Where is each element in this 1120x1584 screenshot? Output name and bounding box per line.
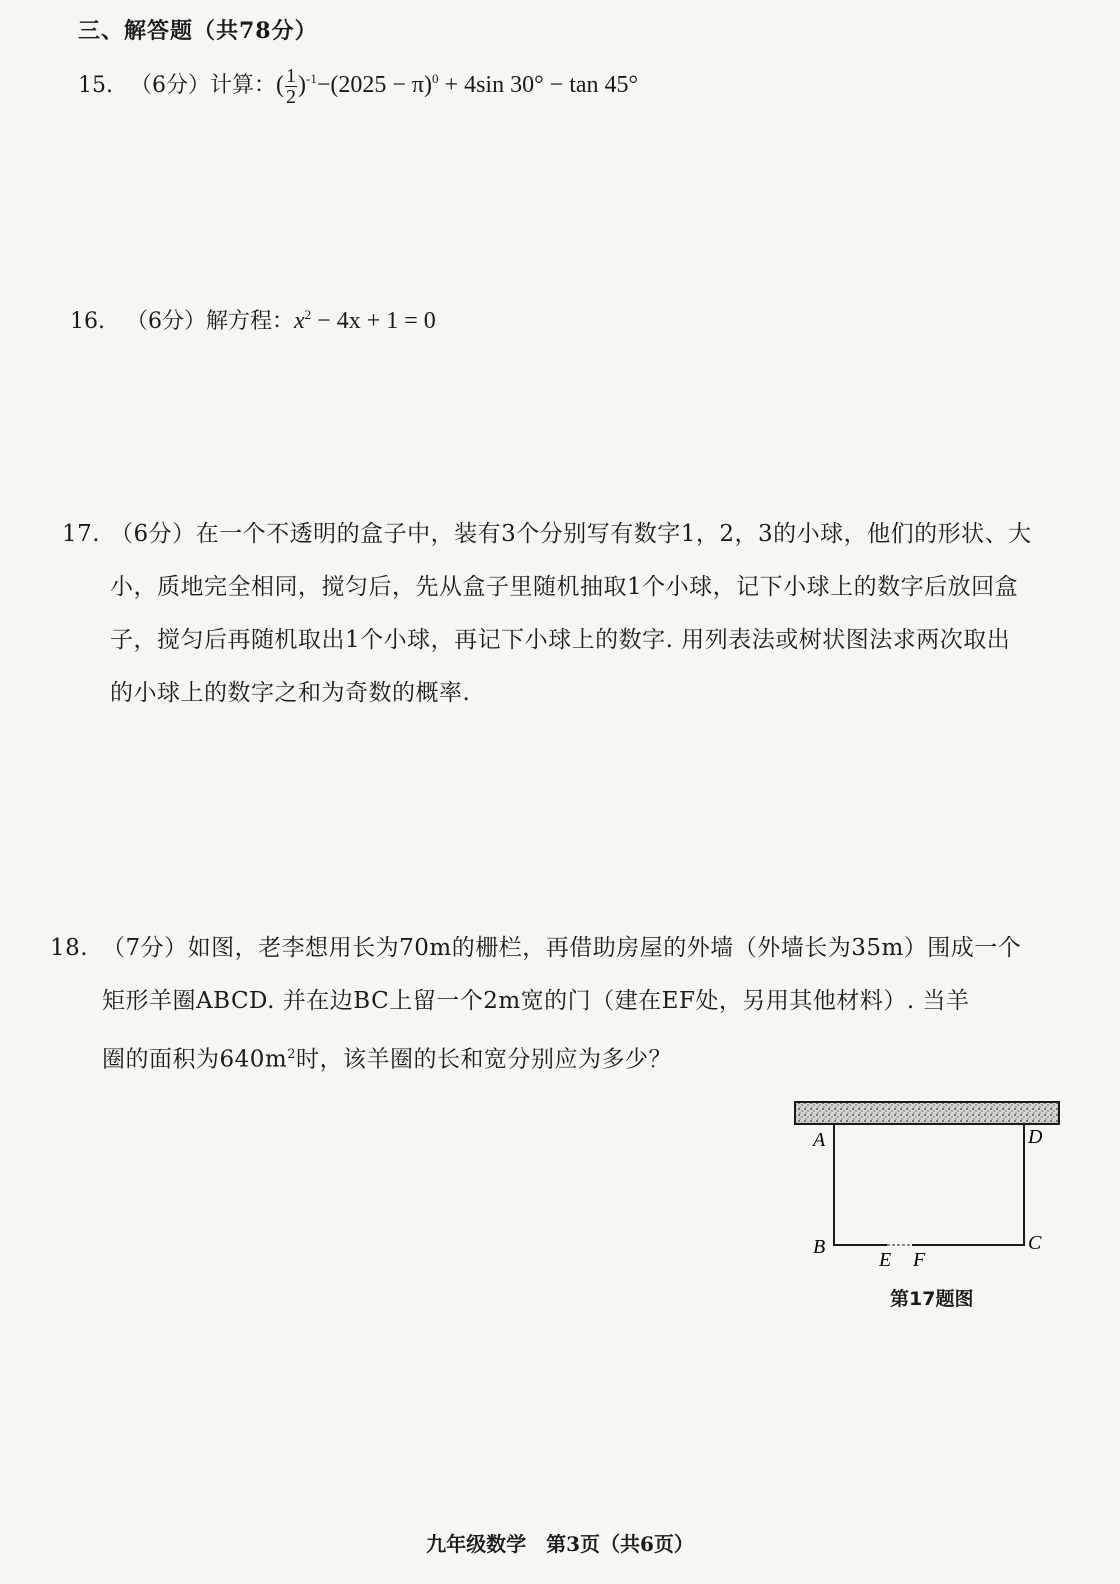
question-text-line: 子，搅匀后再随机取出1个小球，再记下小球上的数字. 用列表法或树状图法求两次取出 — [110, 627, 1011, 653]
question-17 — [62, 508, 1072, 720]
question-number: 17. — [62, 521, 101, 547]
fence-outline-right — [912, 1124, 1024, 1245]
question-prompt: 解方程： — [206, 309, 295, 334]
section-title: 三、解答题（共78分） — [78, 18, 318, 44]
question-number: 18. — [50, 935, 89, 961]
question-text-line: 圈的面积为$640m^2$时，该羊圈的长和宽分别应为多少？ — [102, 1046, 672, 1073]
question-points: （6分） — [110, 521, 196, 547]
question-points: （6分） — [126, 309, 206, 334]
fraction: $\frac{1}{2}$ — [286, 65, 297, 108]
question-points: （6分） — [130, 73, 210, 99]
figure-caption: 第17题图 — [890, 1288, 974, 1310]
point-label-c: C — [1028, 1232, 1042, 1254]
fence-outline — [834, 1124, 887, 1245]
point-label-f: F — [913, 1249, 926, 1271]
house-wall — [795, 1102, 1059, 1124]
pen-diagram — [780, 1090, 1080, 1280]
question-text-line: 在一个不透明的盒子中，装有3个分别写有数字1，2，3的小球，他们的形状、大 — [195, 521, 1032, 547]
question-16 — [70, 304, 436, 335]
question-15 — [78, 66, 638, 107]
question-text-line: 小，质地完全相同，搅匀后，先从盒子里随机抽取1个小球，记下小球上的数字后放回盒 — [110, 574, 1019, 600]
point-label-a: A — [813, 1129, 826, 1151]
question-number: 15. — [78, 73, 113, 99]
question-text-line: 矩形羊圈ABCD. 并在边BC上留一个2m宽的门（建在EF处，另用其他材料）. 当羊 — [102, 988, 970, 1014]
question-18 — [50, 922, 1070, 1087]
question-text-line: 的小球上的数字之和为奇数的概率. — [110, 680, 471, 706]
math-expression: ( $\frac{1}{2}$ )$^{-1}-(2025 - \pi)^0 + 4\sin$ 30° − tan 45° — [276, 65, 639, 108]
question-points: （7分） — [102, 935, 188, 961]
page-footer: 九年级数学 第3页（共6页） — [426, 1532, 694, 1556]
point-label-b: B — [813, 1236, 826, 1258]
question-text-line: 如图，老李想用长为70m的栅栏，再借助房屋的外墙（外墙长为35m）围成一个 — [187, 935, 1022, 961]
question-prompt: 计算： — [210, 73, 277, 99]
equation: $x^2 - 4x + 1 = 0$ — [294, 307, 436, 334]
question-number: 16. — [70, 309, 105, 334]
point-label-d: D — [1028, 1126, 1043, 1148]
point-label-e: E — [879, 1249, 892, 1271]
